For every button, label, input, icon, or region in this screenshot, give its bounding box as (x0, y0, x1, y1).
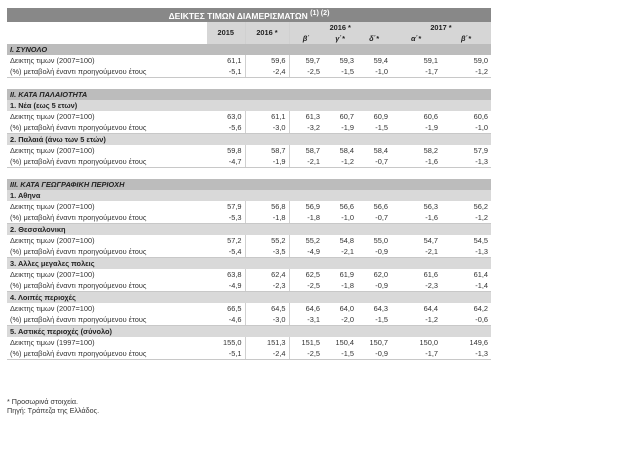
value-cell: -2,0 (323, 314, 357, 326)
index-row (7, 145, 491, 156)
value-cell: -4,6 (207, 314, 245, 326)
subsection-title: 2. Παλαιά (άνω των 5 ετών) (7, 133, 491, 145)
value-cell: 64,0 (323, 303, 357, 314)
value-cell: -0,9 (357, 348, 391, 360)
row-label: Δεικτης τιμων (2007=100) (7, 111, 207, 122)
value-cell: 151,5 (289, 337, 323, 348)
index-row (7, 303, 491, 314)
value-cell: 58,7 (289, 145, 323, 156)
pct-change-row (7, 348, 491, 360)
value-cell: 56,6 (357, 201, 391, 212)
header-quarter: δ΄* (357, 33, 391, 44)
subsection-title: 3. Αλλες μεγαλες πολεις (7, 257, 491, 269)
value-cell: 56,9 (289, 201, 323, 212)
value-cell: -5,6 (207, 122, 245, 134)
value-cell: 59,0 (441, 55, 491, 66)
value-cell: 149,6 (441, 337, 491, 348)
row-label: Δεικτης τιμων (2007=100) (7, 303, 207, 314)
value-cell: 56,6 (323, 201, 357, 212)
header-row-years (7, 22, 491, 33)
value-cell: 151,3 (245, 337, 289, 348)
value-cell: -1,2 (441, 212, 491, 224)
header-2016-quarters: 2016 * (289, 22, 391, 33)
pct-change-row (7, 122, 491, 134)
value-cell: -1,3 (441, 156, 491, 168)
row-label: Δεικτης τιμων (2007=100) (7, 55, 207, 66)
header-quarter: α΄* (391, 33, 441, 44)
index-row (7, 337, 491, 348)
subsection-header-row (7, 190, 491, 201)
value-cell: 61,3 (289, 111, 323, 122)
value-cell: 56,8 (245, 201, 289, 212)
value-cell: 58,2 (391, 145, 441, 156)
value-cell: 60,7 (323, 111, 357, 122)
source-note: Πηγή: Τράπεζα της Ελλάδος. (7, 406, 100, 415)
value-cell: -0,7 (357, 212, 391, 224)
value-cell: -3,1 (289, 314, 323, 326)
header-2015: 2015 (207, 22, 245, 44)
value-cell: -1,2 (441, 66, 491, 78)
value-cell: -0,7 (357, 156, 391, 168)
section-header-row (7, 89, 491, 100)
subsection-title: 1. Αθηνα (7, 190, 491, 201)
value-cell: -1,5 (357, 314, 391, 326)
row-label: Δεικτης τιμων (2007=100) (7, 235, 207, 246)
index-row (7, 55, 491, 66)
value-cell: 150,4 (323, 337, 357, 348)
value-cell: -2,4 (245, 66, 289, 78)
header-2016: 2016 * (245, 22, 289, 44)
value-cell: 64,6 (289, 303, 323, 314)
value-cell: -1,8 (245, 212, 289, 224)
header-quarter: β΄* (441, 33, 491, 44)
table-title-footnote: (1) (2) (310, 9, 330, 17)
header-stub (7, 33, 207, 44)
spacer-cell (7, 77, 491, 89)
value-cell: -1,2 (323, 156, 357, 168)
section-title: II. ΚΑΤΑ ΠΑΛΑΙΟΤΗΤΑ (7, 89, 491, 100)
value-cell: -0,9 (357, 246, 391, 258)
value-cell: 54,5 (441, 235, 491, 246)
value-cell: -2,3 (245, 280, 289, 292)
value-cell: 55,0 (357, 235, 391, 246)
value-cell: -1,3 (441, 348, 491, 360)
row-label: (%) μεταβολή έναντι προηγούμενου έτους (7, 212, 207, 224)
table-title (7, 8, 491, 22)
subsection-header-row (7, 133, 491, 145)
subsection-header-row (7, 100, 491, 111)
value-cell: -3,5 (245, 246, 289, 258)
pct-change-row (7, 212, 491, 224)
value-cell: -1,8 (323, 280, 357, 292)
subsection-header-row (7, 223, 491, 235)
value-cell: -1,5 (357, 122, 391, 134)
spacer-row (7, 167, 491, 179)
value-cell: -1,5 (323, 66, 357, 78)
value-cell: -2,1 (323, 246, 357, 258)
value-cell: 64,4 (391, 303, 441, 314)
index-row (7, 201, 491, 212)
row-label: Δεικτης τιμων (1997=100) (7, 337, 207, 348)
value-cell: 57,2 (207, 235, 245, 246)
value-cell: -2,1 (289, 156, 323, 168)
value-cell: 56,3 (391, 201, 441, 212)
value-cell: -5,1 (207, 348, 245, 360)
table-title-text: ΔΕΙΚΤΕΣ ΤΙΜΩΝ ΔΙΑΜΕΡΙΣΜΑΤΩΝ (168, 10, 308, 21)
value-cell: 55,2 (245, 235, 289, 246)
value-cell: -1,9 (323, 122, 357, 134)
value-cell: -1,7 (391, 66, 441, 78)
header-quarter: β΄ (289, 33, 323, 44)
value-cell: 58,7 (245, 145, 289, 156)
value-cell: -5,4 (207, 246, 245, 258)
value-cell: -3,0 (245, 122, 289, 134)
value-cell: 61,1 (207, 55, 245, 66)
spacer-cell (7, 167, 491, 179)
section-title: I. ΣΥΝΟΛΟ (7, 44, 491, 55)
value-cell: -1,8 (289, 212, 323, 224)
value-cell: -1,4 (441, 280, 491, 292)
value-cell: 60,6 (441, 111, 491, 122)
row-label: (%) μεταβολή έναντι προηγούμενου έτους (7, 314, 207, 326)
index-row (7, 269, 491, 280)
section-header-row (7, 179, 491, 190)
subsection-title: 1. Νέα (εως 5 ετων) (7, 100, 491, 111)
value-cell: 155,0 (207, 337, 245, 348)
value-cell: -4,7 (207, 156, 245, 168)
value-cell: 59,7 (289, 55, 323, 66)
value-cell: 59,4 (357, 55, 391, 66)
value-cell: -1,9 (245, 156, 289, 168)
value-cell: -1,2 (391, 314, 441, 326)
value-cell: 59,3 (323, 55, 357, 66)
value-cell: -1,7 (391, 348, 441, 360)
pct-change-row (7, 156, 491, 168)
value-cell: -5,1 (207, 66, 245, 78)
value-cell: 61,9 (323, 269, 357, 280)
value-cell: -1,9 (391, 122, 441, 134)
price-index-table (7, 8, 491, 360)
value-cell: 64,5 (245, 303, 289, 314)
value-cell: 54,7 (391, 235, 441, 246)
value-cell: 60,9 (357, 111, 391, 122)
value-cell: -3,2 (289, 122, 323, 134)
value-cell: -1,0 (323, 212, 357, 224)
value-cell: -1,0 (441, 122, 491, 134)
pct-change-row (7, 280, 491, 292)
value-cell: -0,9 (357, 280, 391, 292)
pct-change-row (7, 314, 491, 326)
value-cell: 55,2 (289, 235, 323, 246)
value-cell: 63,0 (207, 111, 245, 122)
value-cell: -1,0 (357, 66, 391, 78)
pct-change-row (7, 66, 491, 78)
value-cell: -1,6 (391, 212, 441, 224)
value-cell: -2,5 (289, 280, 323, 292)
header-stub (7, 22, 207, 33)
row-label: (%) μεταβολή έναντι προηγούμενου έτους (7, 246, 207, 258)
table-title-row (7, 8, 491, 22)
subsection-title: 4. Λοιπές περιοχές (7, 291, 491, 303)
value-cell: 59,1 (391, 55, 441, 66)
value-cell: 150,7 (357, 337, 391, 348)
row-label: (%) μεταβολή έναντι προηγούμενου έτους (7, 348, 207, 360)
spacer-row (7, 77, 491, 89)
value-cell: -1,3 (441, 246, 491, 258)
index-row (7, 111, 491, 122)
value-cell: 59,8 (207, 145, 245, 156)
value-cell: -2,5 (289, 66, 323, 78)
value-cell: -0,6 (441, 314, 491, 326)
value-cell: -2,1 (391, 246, 441, 258)
value-cell: 64,2 (441, 303, 491, 314)
value-cell: 58,4 (323, 145, 357, 156)
value-cell: -2,5 (289, 348, 323, 360)
value-cell: -1,5 (323, 348, 357, 360)
pct-change-row (7, 246, 491, 258)
value-cell: 57,9 (441, 145, 491, 156)
value-cell: -3,0 (245, 314, 289, 326)
value-cell: 60,6 (391, 111, 441, 122)
row-label: (%) μεταβολή έναντι προηγούμενου έτους (7, 122, 207, 134)
value-cell: -2,3 (391, 280, 441, 292)
value-cell: 58,4 (357, 145, 391, 156)
value-cell: -5,3 (207, 212, 245, 224)
value-cell: 150,0 (391, 337, 441, 348)
value-cell: 62,5 (289, 269, 323, 280)
value-cell: -2,4 (245, 348, 289, 360)
value-cell: -4,9 (289, 246, 323, 258)
row-label: (%) μεταβολή έναντι προηγούμενου έτους (7, 156, 207, 168)
header-2017-quarters: 2017 * (391, 22, 491, 33)
table-notes (7, 397, 99, 415)
value-cell: 56,2 (441, 201, 491, 212)
subsection-title: 5. Αστικές περιοχές (σύνολο) (7, 325, 491, 337)
subsection-title: 2. Θεσσαλονικη (7, 223, 491, 235)
subsection-header-row (7, 257, 491, 269)
value-cell: -1,6 (391, 156, 441, 168)
row-label: Δεικτης τιμων (2007=100) (7, 145, 207, 156)
row-label: Δεικτης τιμων (2007=100) (7, 269, 207, 280)
section-title: III. ΚΑΤΑ ΓΕΩΓΡΑΦΙΚΗ ΠΕΡΙΟΧΗ (7, 179, 491, 190)
value-cell: 63,8 (207, 269, 245, 280)
subsection-header-row (7, 291, 491, 303)
header-quarter: γ΄* (323, 33, 357, 44)
subsection-header-row (7, 325, 491, 337)
value-cell: 66,5 (207, 303, 245, 314)
index-row (7, 235, 491, 246)
value-cell: 62,4 (245, 269, 289, 280)
provisional-note: * Προσωρινά στοιχεία. (7, 397, 79, 406)
value-cell: 59,6 (245, 55, 289, 66)
row-label: (%) μεταβολή έναντι προηγούμενου έτους (7, 66, 207, 78)
value-cell: 54,8 (323, 235, 357, 246)
section-header-row (7, 44, 491, 55)
value-cell: -4,9 (207, 280, 245, 292)
row-label: Δεικτης τιμων (2007=100) (7, 201, 207, 212)
row-label: (%) μεταβολή έναντι προηγούμενου έτους (7, 280, 207, 292)
value-cell: 64,3 (357, 303, 391, 314)
value-cell: 62,0 (357, 269, 391, 280)
value-cell: 61,4 (441, 269, 491, 280)
value-cell: 57,9 (207, 201, 245, 212)
value-cell: 61,6 (391, 269, 441, 280)
value-cell: 61,1 (245, 111, 289, 122)
